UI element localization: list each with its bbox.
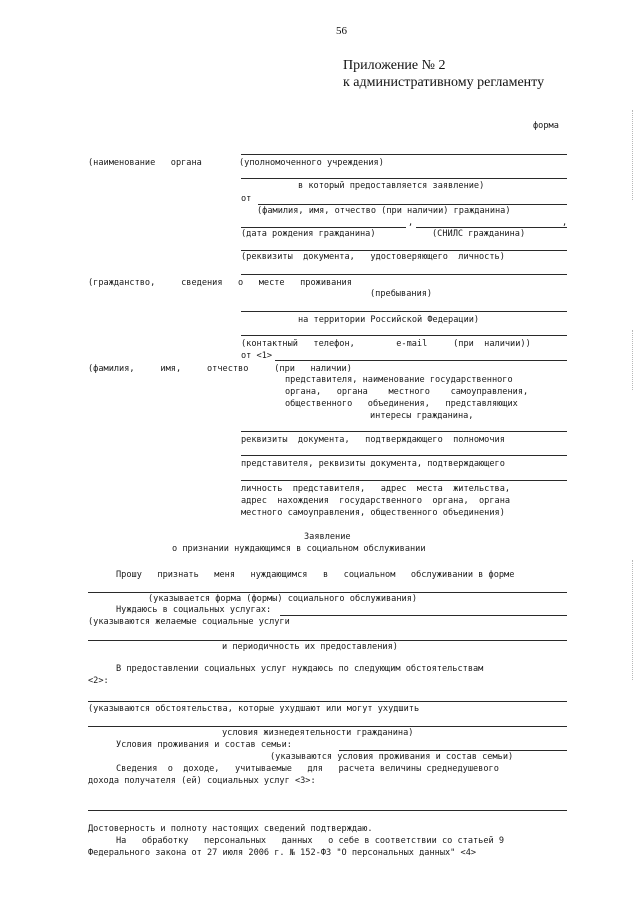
snils-comma: , [562,218,568,228]
authority-hint-5: местного самоуправления, общественного объединения) [241,508,505,518]
territory-hint: на территории Российской Федерации) [298,315,480,325]
scan-edge-mark [632,560,634,680]
snils-line [416,227,567,228]
circumstances-line [88,701,567,702]
representative-hint: (фамилия, имя, отчество (при наличии) [88,364,352,374]
statement-title: Заявление [304,532,351,542]
page-number: 56 [336,25,347,37]
citizenship-hint: (гражданство, сведения о месте проживания [88,278,352,288]
need-services-label: Нуждаюсь в социальных услугах: [116,605,272,615]
living-line [339,750,567,751]
representative-line [275,360,567,361]
income-line [88,810,567,811]
authority-hint-3: личность представителя, адрес места жительства, [241,484,511,494]
income-text-1: Сведения о доходе, учитываемые для расчета величины среднедушевого [116,764,499,774]
birth-date-line [241,227,406,228]
fio-hint: (фамилия, имя, отчество (при наличии) гражданина) [257,206,511,216]
form-label: форма [533,121,559,131]
consent-text-1: На обработку персональных данных о себе в соответствии со статьей 9 [116,836,505,846]
residence-line [241,274,567,275]
circumstances-text-1: В предоставлении социальных услуг нуждаюсь по следующим обстоятельствам [116,664,484,674]
authority-hint-2: представителя, реквизиты документа, подтверждающего [241,459,505,469]
authority-hint-4: адрес нахождения государственного органа, органа [241,496,511,506]
authority-line-1 [241,431,567,432]
submitted-to-hint: в который предоставляется заявление) [298,181,485,191]
contact-hint: (контактный телефон, e-mail (при наличии)) [241,339,531,349]
contact-line [241,335,567,336]
birth-comma: , [408,218,414,228]
authority-line-3 [241,480,567,481]
living-conditions-hint: условия жизнедеятельности гражданина) [222,728,414,738]
scan-edge-mark [632,330,634,390]
identity-doc-line [241,250,567,251]
birth-date-hint: (дата рождения гражданина) [241,229,376,239]
statement-subtitle: о признании нуждающимся в социальном обслуживании [172,544,426,554]
income-text-2: дохода получателя (ей) социальных услуг <3>: [88,776,316,786]
living-label: Условия проживания и состав семьи: [116,740,292,750]
accuracy-text: Достоверность и полноту настоящих сведений подтверждаю. [88,824,373,834]
request-text: Прошу признать меня нуждающимся в социальном обслуживании в форме [116,570,515,580]
representative-detail-4: интересы гражданина, [370,411,474,421]
applicant-name-line [258,204,567,205]
agency-hint-right: (уполномоченного учреждения) [239,158,384,168]
contact-footnote: от <1> [241,351,273,361]
appendix-subtitle: к административному регламенту [343,75,545,90]
stay-hint: (пребывания) [370,289,433,299]
representative-detail-2: органа, органа местного самоуправления, [285,387,529,397]
identity-doc-hint: (реквизиты документа, удостоверяющего личность) [241,252,505,262]
agency-hint-left: (наименование органа [88,158,202,168]
scan-edge-mark [632,110,634,200]
service-form-line [88,592,567,593]
need-services-line [280,615,567,616]
circumstances-hint: (указываются обстоятельства, которые ухудшают или могут ухудшить [88,704,420,714]
representative-detail-1: представителя, наименование государственного [285,375,513,385]
periodicity-line [88,640,567,641]
consent-text-2: Федерального закона от 27 июля 2006 г. № 152-ФЗ "О персональных данных" <4> [88,848,477,858]
authority-line-2 [241,455,567,456]
agency-line-2 [241,178,567,179]
living-conditions-line [88,726,567,727]
circumstances-text-2: <2>: [88,676,109,686]
snils-hint: (СНИЛС гражданина) [432,229,526,239]
periodicity-hint: и периодичность их предоставления) [222,642,398,652]
service-form-hint: (указывается форма (формы) социального обслуживания) [148,594,418,604]
representative-detail-3: общественного объединения, представляющих [285,399,518,409]
authority-hint-1: реквизиты документа, подтверждающего полномочия [241,435,505,445]
services-hint: (указываются желаемые социальные услуги [88,617,290,627]
living-hint: (указываются условия проживания и состав семьи) [270,752,514,762]
agency-line [241,154,567,155]
appendix-title: Приложение № 2 [343,58,446,73]
territory-line [241,311,567,312]
from-label: от [241,194,252,204]
